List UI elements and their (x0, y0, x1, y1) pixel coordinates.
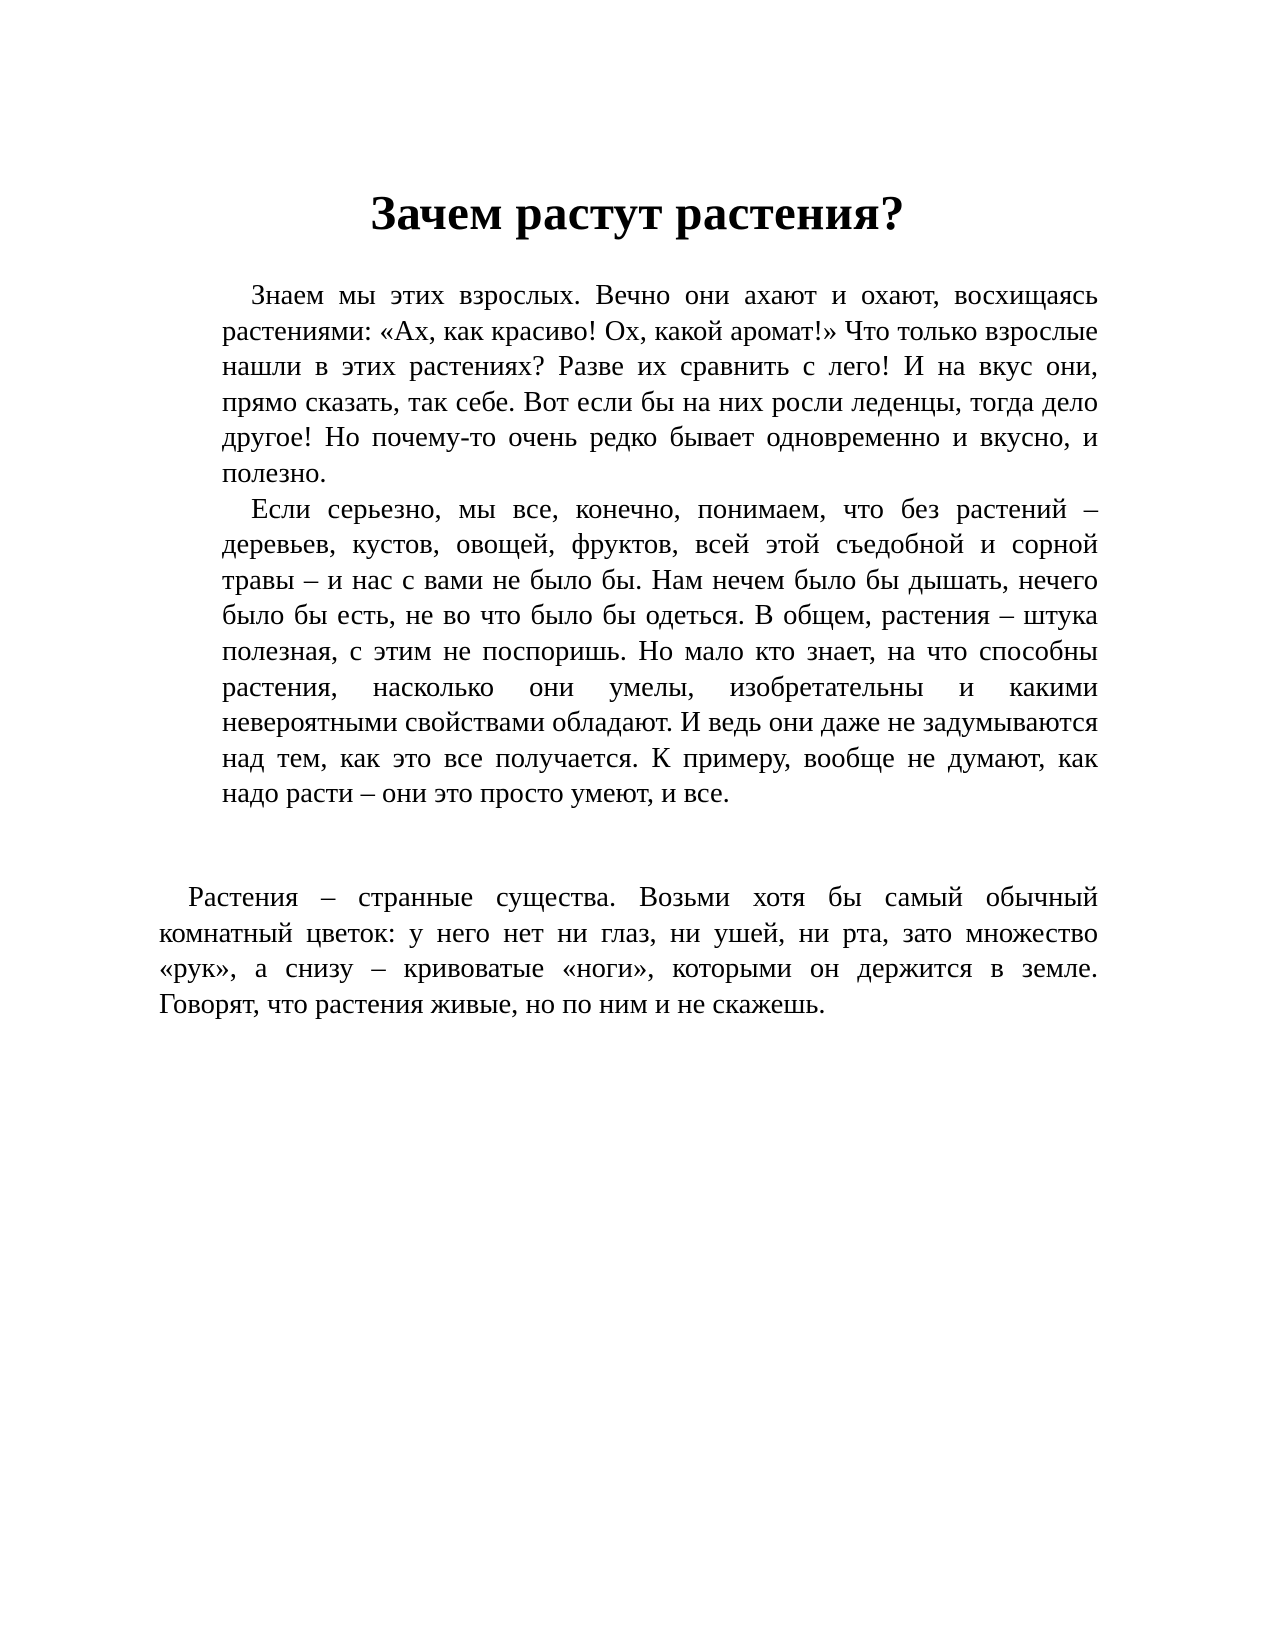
page-title: Зачем растут растения? (370, 185, 905, 240)
intro-section (222, 278, 1098, 812)
body-section (159, 880, 1098, 1022)
intro-paragraph-2: Если серьезно, мы все, конечно, понимаем, что без растений – деревьев, кустов, овощей, фруктов, всей этой съедобной и сорной травы – и нас с вами не было бы. Нам нечем было бы дышать, нечего было бы есть, не во что было бы одеться. В общем, растения – штука полезная, с этим не поспоришь. Но мало кто знает, на что способны растения, насколько они умелы, изобретательны и какими невероятными свойствами обладают. И ведь они даже не задумываются над тем, как это все получается. К примеру, вообще не думают, как надо расти – они это просто умеют, и все. (222, 493, 1098, 810)
body-paragraph-1: Растения – странные существа. Возьми хотя бы самый обычный комнатный цветок: у него нет ни глаз, ни ушей, ни рта, зато множество «рук», а снизу – кривоватые «ноги», которыми он держится в земле. Говорят, что растения живые, но по ним и не скажешь. (159, 882, 1098, 1020)
intro-paragraph-1: Знаем мы этих взрослых. Вечно они ахают и охают, восхищаясь растениями: «Ах, как красиво! Ох, какой аромат!» Что только взрослые нашли в этих растениях? Разве их сравнить с лего! И на вкус они, прямо сказать, так себе. Вот если бы на них росли леденцы, тогда дело другое! Но почему-то очень редко бывает одновременно и вкусно, и полезно. (222, 280, 1098, 489)
